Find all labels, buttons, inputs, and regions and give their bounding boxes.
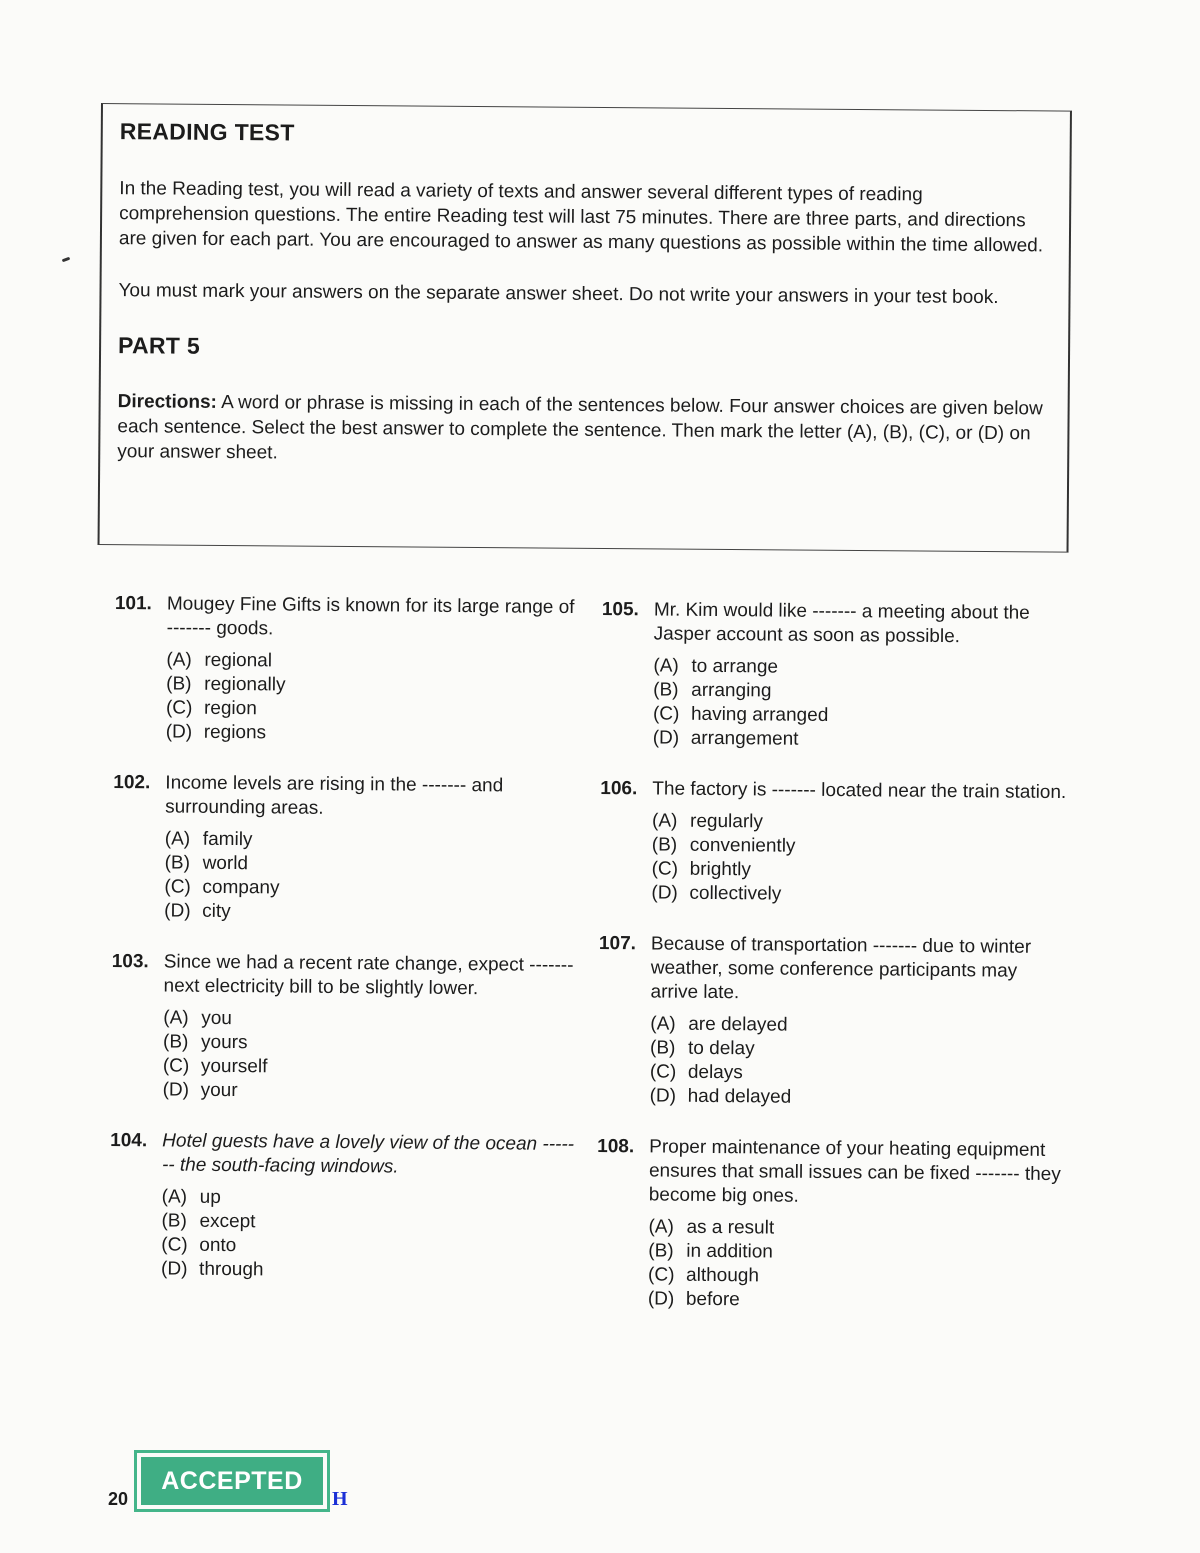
question-text: Proper maintenance of your heating equipment ensures that small issues can be fixed ------- they become big ones. [648, 1136, 1061, 1207]
instructions-box [98, 103, 1072, 553]
scan-speck [62, 257, 71, 263]
question-text: The factory is ------- located near the train station. [652, 778, 1067, 804]
answer-option-c[interactable]: (C) company [164, 876, 280, 899]
answer-option-d[interactable]: (D) collectively [651, 882, 782, 905]
answer-option-b[interactable]: (B) in addition [648, 1240, 774, 1263]
answer-option-d[interactable]: (D) through [161, 1258, 264, 1281]
question-number: 101. [114, 592, 152, 615]
answer-option-b[interactable]: (B) world [164, 852, 249, 875]
part-title: PART 5 [117, 332, 201, 359]
directions-label: Directions: [117, 391, 217, 413]
question-text: Since we had a recent rate change, expect ------- next electricity bill to be slightly lower. [163, 951, 574, 1000]
intro-paragraph: In the Reading test, you will read a variety of texts and answer several different types of reading comprehension questions. The entire Reading test will last 75 minutes. There are three parts, and directions are given for each part. You are encouraged to answer as many questions as possible within the time allowed. [118, 178, 1044, 257]
answer-options [650, 1012, 1069, 1112]
answer-options [651, 809, 1070, 909]
answer-option-b[interactable]: (B) arranging [653, 679, 772, 702]
question-text: Mr. Kim would like ------- a meeting about the Jasper account as soon as possible. [653, 599, 1030, 648]
answer-option-a[interactable]: (A) regularly [651, 810, 764, 833]
answer-options [163, 1006, 582, 1106]
answer-sheet-note: You must mark your answers on the separate answer sheet. Do not write your answers in your test book. [118, 280, 999, 309]
question-101 [114, 592, 585, 748]
answer-option-a[interactable]: (A) family [164, 828, 253, 851]
answer-option-d[interactable]: (D) your [162, 1079, 238, 1102]
answer-option-c[interactable]: (C) region [165, 697, 257, 720]
answer-option-b[interactable]: (B) conveniently [651, 834, 796, 857]
answer-option-d[interactable]: (D) city [164, 900, 231, 923]
answer-options [166, 648, 585, 748]
question-102 [112, 771, 583, 927]
answer-option-d[interactable]: (D) arrangement [652, 727, 799, 750]
question-number: 107. [598, 932, 637, 955]
answer-option-a[interactable]: (A) to arrange [653, 655, 779, 678]
answer-option-c[interactable]: (C) delays [649, 1061, 743, 1084]
question-text: Income levels are rising in the ------- and surrounding areas. [165, 772, 504, 819]
question-106 [599, 777, 1070, 909]
question-104 [109, 1129, 580, 1285]
directions [117, 389, 1050, 471]
answer-option-a[interactable]: (A) as a result [648, 1216, 775, 1239]
stamp-suffix: H [332, 1488, 348, 1510]
answer-options [161, 1185, 580, 1285]
questions-column-right [596, 598, 1072, 1342]
question-number: 104. [110, 1129, 148, 1152]
answer-option-d[interactable]: (D) had delayed [649, 1085, 792, 1108]
question-107 [598, 932, 1070, 1112]
stamp-label: ACCEPTED [141, 1457, 323, 1505]
answer-option-d[interactable]: (D) regions [165, 721, 267, 744]
question-text: Hotel guests have a lovely view of the ocean ------- the south-facing windows. [161, 1130, 575, 1178]
question-text: Mougey Fine Gifts is known for its large range of ------- goods. [166, 593, 575, 640]
answer-option-c[interactable]: (C) although [648, 1264, 760, 1287]
answer-options [164, 827, 583, 927]
question-text: Because of transportation ------- due to winter weather, some conference participants may arrive late. [650, 933, 1032, 1004]
answer-option-c[interactable]: (C) having arranged [652, 703, 829, 726]
answer-option-a[interactable]: (A) regional [166, 649, 273, 672]
answer-option-c[interactable]: (C) brightly [651, 858, 751, 881]
question-108 [596, 1135, 1068, 1315]
answer-options [653, 654, 1072, 754]
answer-option-a[interactable]: (A) are delayed [650, 1013, 788, 1036]
question-number: 106. [600, 777, 638, 800]
question-number: 105. [601, 598, 639, 621]
question-number: 102. [113, 771, 151, 794]
questions-column-left [109, 592, 585, 1312]
question-105 [601, 598, 1072, 754]
question-103 [111, 950, 582, 1106]
answer-option-c[interactable]: (C) yourself [162, 1055, 268, 1078]
answer-option-d[interactable]: (D) before [647, 1288, 740, 1311]
answer-option-b[interactable]: (B) except [161, 1210, 256, 1233]
answer-options [648, 1215, 1067, 1315]
answer-option-c[interactable]: (C) onto [161, 1234, 237, 1257]
section-title: READING TEST [119, 118, 295, 146]
question-number: 103. [111, 950, 149, 973]
answer-option-a[interactable]: (A) you [163, 1007, 233, 1030]
directions-text: A word or phrase is missing in each of the sentences below. Four answer choices are given below each sentence. Select the best answer to complete the sentence. Then mark the letter (A), (B), (C), or (D) on your answer sheet. [117, 391, 1043, 464]
answer-option-b[interactable]: (B) yours [162, 1031, 248, 1054]
page-number: 20 [108, 1489, 129, 1509]
accepted-stamp [134, 1450, 330, 1512]
answer-option-b[interactable]: (B) to delay [649, 1037, 755, 1060]
question-number: 108. [597, 1135, 635, 1158]
answer-option-b[interactable]: (B) regionally [166, 673, 286, 696]
answer-option-a[interactable]: (A) up [161, 1186, 221, 1208]
